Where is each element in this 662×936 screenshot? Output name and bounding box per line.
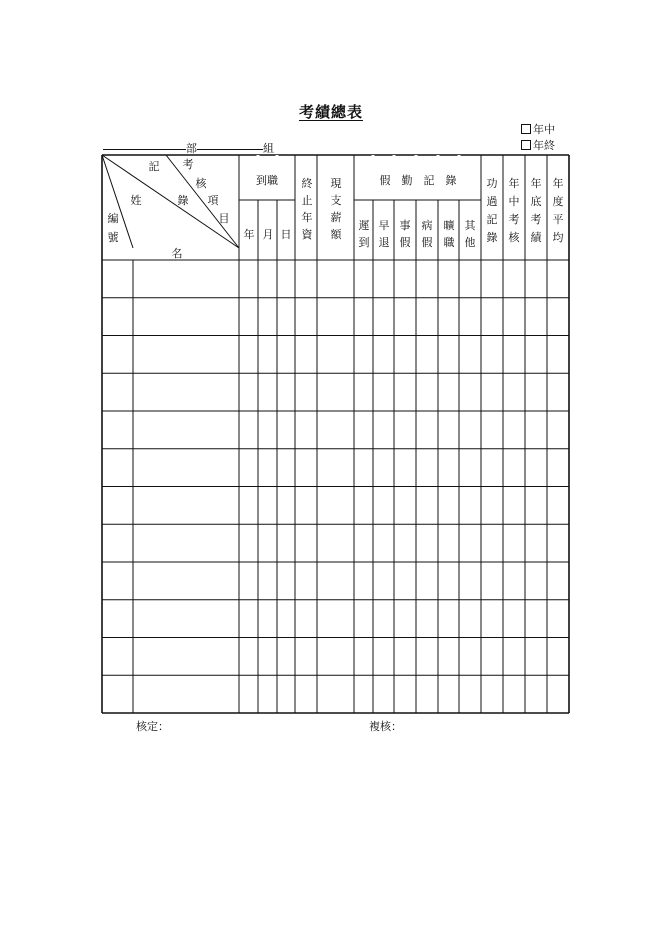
leave-record-header: 假 勤 記 錄 <box>379 174 457 187</box>
current-salary-header: 支 <box>330 194 342 207</box>
arrival-day-header: 日 <box>280 228 292 241</box>
corner-label: 記 <box>148 160 160 173</box>
end-seniority-header: 止 <box>301 194 313 207</box>
leave-sub-header: 事 <box>399 219 411 232</box>
leave-sub-header: 曠 <box>443 219 455 232</box>
arrival-year-header: 年 <box>243 228 255 241</box>
approver-label: 核定： <box>136 720 169 733</box>
corner-label: 項 <box>207 194 219 207</box>
leave-sub-header: 早 <box>378 219 390 232</box>
arrival-header: 到職 <box>256 174 278 187</box>
reviewer-label: 複核： <box>369 720 402 733</box>
leave-sub-header: 假 <box>421 236 433 249</box>
average-header: 年 <box>552 177 564 190</box>
merit-header: 錄 <box>486 231 498 244</box>
midyear-option[interactable]: 年中 <box>521 123 555 136</box>
corner-label: 核 <box>195 177 207 190</box>
end-seniority-header: 年 <box>301 211 313 224</box>
midyear-header: 考 <box>508 213 520 226</box>
average-header: 平 <box>552 213 564 226</box>
average-header: 度 <box>552 195 564 208</box>
yearend-header: 底 <box>530 195 542 208</box>
leave-sub-header: 他 <box>464 236 476 249</box>
corner-label: 考 <box>182 158 194 171</box>
arrival-month-header: 月 <box>262 228 274 241</box>
leave-sub-header: 職 <box>443 236 455 249</box>
end-seniority-header: 終 <box>301 177 313 190</box>
leave-sub-header: 病 <box>421 219 433 232</box>
corner-label: 姓 <box>130 194 142 207</box>
midyear-header: 核 <box>508 231 520 244</box>
leave-sub-header: 假 <box>399 236 411 249</box>
yearend-header: 年 <box>530 177 542 190</box>
corner-label: 名 <box>171 247 183 260</box>
corner-label: 錄 <box>177 194 189 207</box>
corner-label: 編 <box>107 212 119 225</box>
yearend-header: 績 <box>530 231 542 244</box>
current-salary-header: 薪 <box>330 211 342 224</box>
form-title: 考績總表 <box>298 103 363 121</box>
leave-sub-header: 其 <box>464 219 476 232</box>
corner-label: 目 <box>218 212 230 225</box>
corner-label: 號 <box>107 231 119 244</box>
yearend-option[interactable]: 年終 <box>521 139 555 152</box>
department-field[interactable]: 部 組 <box>103 140 274 156</box>
yearend-header: 考 <box>530 213 542 226</box>
average-header: 均 <box>552 231 564 244</box>
current-salary-header: 額 <box>330 228 342 241</box>
leave-sub-header: 遲 <box>358 219 370 232</box>
midyear-header: 中 <box>508 195 520 208</box>
current-salary-header: 現 <box>330 177 342 190</box>
merit-header: 功 <box>486 177 498 190</box>
leave-sub-header: 退 <box>378 236 390 249</box>
leave-sub-header: 到 <box>358 236 370 249</box>
end-seniority-header: 資 <box>301 228 313 241</box>
merit-header: 過 <box>486 195 498 208</box>
midyear-header: 年 <box>508 177 520 190</box>
merit-header: 記 <box>486 213 498 226</box>
